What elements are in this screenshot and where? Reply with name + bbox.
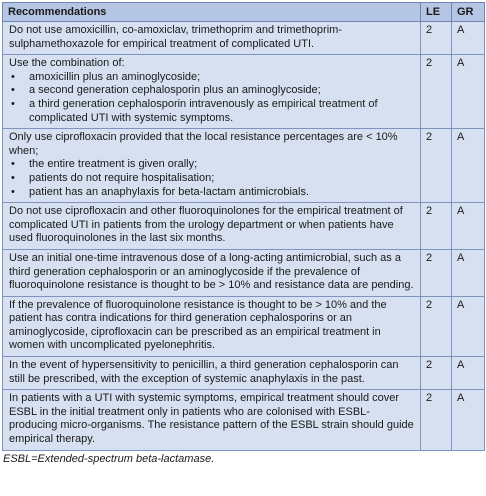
recommendation-text (3, 129, 421, 203)
table-footnote: ESBL=Extended-spectrum beta-lactamase. (3, 452, 215, 465)
recommendation-intro: Use the combination of: (9, 57, 125, 70)
recommendation-text: Do not use amoxicillin, co-amoxiclav, trimethoprim and trimethoprim-sulphamethoxazole for empirical treatment of complicated UTI. (3, 22, 421, 55)
bullet-list (9, 71, 415, 125)
recommendation-text: Use an initial one-time intravenous dose of a long-acting antimicrobial, such as a third generation cephalosporin or an aminoglycoside if the prevalence of fluoroquinolone resistance is thought to be > 10% and resistance data are pending. (3, 249, 421, 296)
table-row (3, 55, 485, 129)
grade: A (452, 357, 485, 390)
list-item: • amoxicillin plus an aminoglycoside; (9, 71, 415, 85)
grade: A (452, 22, 485, 55)
recommendation-intro: Only use ciprofloxacin provided that the local resistance percentages are < 10% when; (9, 131, 398, 157)
recommendation-text (3, 55, 421, 129)
recommendation-text: In patients with a UTI with systemic symptoms, empirical treatment should cover ESBL in the initial treatment only in patients who are colonised with ESBL-producing micro-organisms. The resistance pattern of the ESBL strain should guide empirical therapy. (3, 390, 421, 450)
level-of-evidence: 2 (421, 357, 452, 390)
recommendation-text: If the prevalence of fluoroquinolone resistance is thought to be > 10% and the patient has contra indications for third generation cephalosporins or an aminoglycoside, ciprofloxacin can be prescribed as an empirical treatment in women with uncomplicated pyelonephritis. (3, 296, 421, 356)
level-of-evidence: 2 (421, 249, 452, 296)
grade: A (452, 203, 485, 250)
table-row (3, 390, 485, 450)
list-item: • a second generation cephalosporin plus an aminoglycoside; (9, 84, 415, 98)
grade: A (452, 129, 485, 203)
header-recommendations: Recommendations (3, 3, 421, 22)
grade: A (452, 390, 485, 450)
header-level-of-evidence: LE (421, 3, 452, 22)
table-row (3, 296, 485, 356)
table-row (3, 22, 485, 55)
list-item: • patient has an anaphylaxis for beta-lactam antimicrobials. (9, 186, 415, 200)
table-row (3, 249, 485, 296)
table-header-row (3, 3, 485, 22)
bullet-list (9, 158, 415, 199)
header-grade: GR (452, 3, 485, 22)
table-row (3, 357, 485, 390)
level-of-evidence: 2 (421, 390, 452, 450)
level-of-evidence: 2 (421, 22, 452, 55)
level-of-evidence: 2 (421, 129, 452, 203)
recommendation-text: In the event of hypersensitivity to penicillin, a third generation cephalosporin can still be prescribed, with the exception of systemic anaphylaxis in the past. (3, 357, 421, 390)
list-item: • the entire treatment is given orally; (9, 158, 415, 172)
recommendations-document (2, 2, 484, 466)
recommendation-text: Do not use ciprofloxacin and other fluoroquinolones for the empirical treatment of complicated UTI in patients from the urology department or when patients have used fluoroquinolones in the last six months. (3, 203, 421, 250)
level-of-evidence: 2 (421, 296, 452, 356)
table-row (3, 203, 485, 250)
grade: A (452, 55, 485, 129)
grade: A (452, 249, 485, 296)
level-of-evidence: 2 (421, 55, 452, 129)
list-item: • patients do not require hospitalisation; (9, 172, 415, 186)
list-item: • a third generation cephalosporin intravenously as empirical treatment of complicated UTI with systemic symptoms. (9, 98, 415, 125)
level-of-evidence: 2 (421, 203, 452, 250)
table-row (3, 129, 485, 203)
recommendations-table (2, 2, 485, 451)
grade: A (452, 296, 485, 356)
